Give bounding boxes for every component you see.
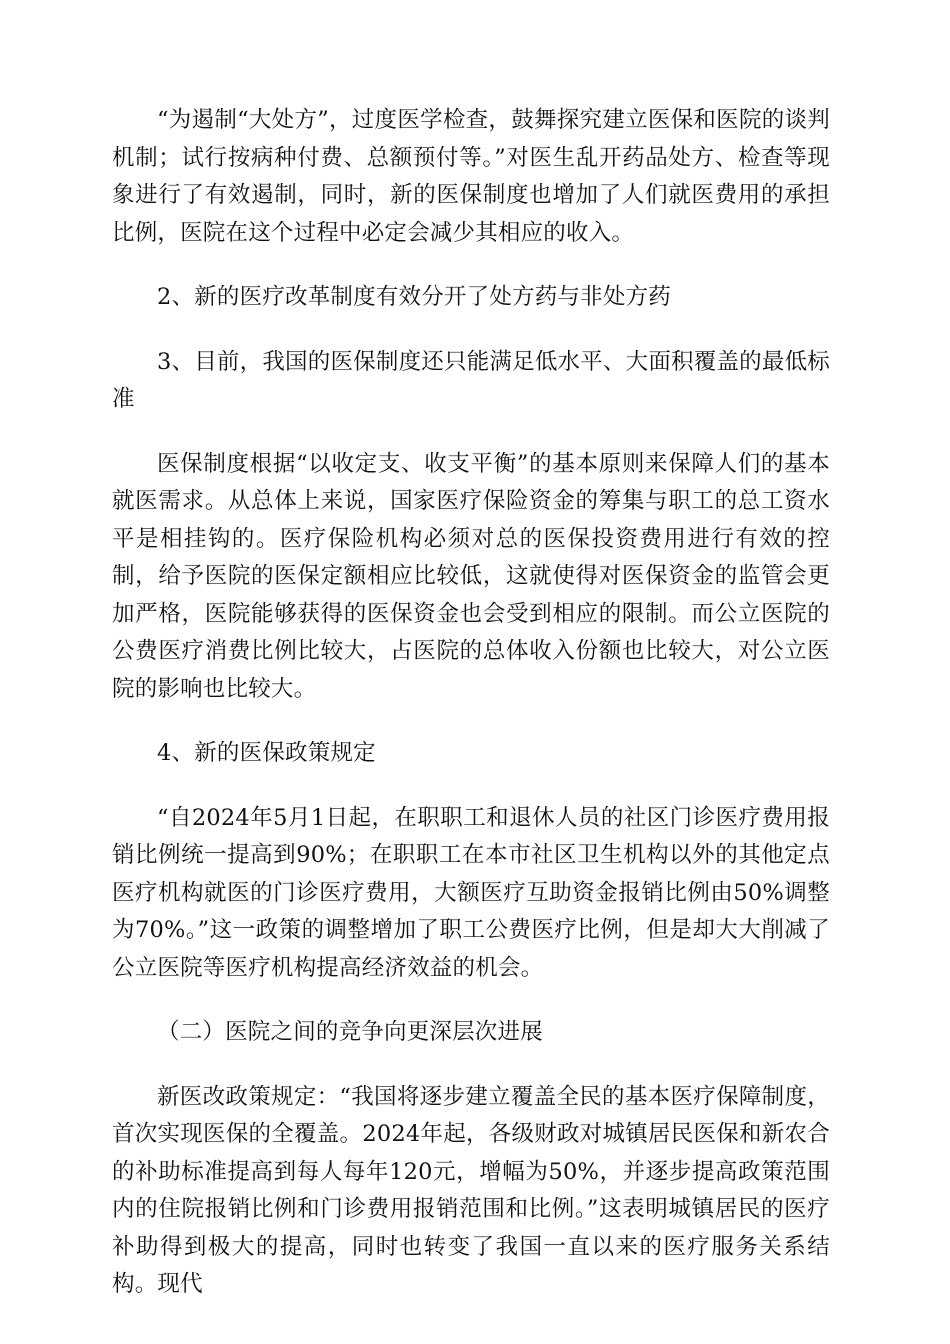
paragraph-point-4: 4、新的医保政策规定 [157, 740, 376, 766]
section-heading-competition: （二）医院之间的竞争向更深层次进展 [157, 1019, 543, 1045]
paragraph-new-reform: 新医改政策规定：“我国将逐步建立覆盖全民的基本医疗保障制度，首次实现医保的全覆盖。2024年起，各级财政对城镇居民医保和新农合的补助标准提高到每人每年120元，增幅为50%，并逐步提高政策范围内的住院报销比例和门诊费用报销范围和比例。”这表明城镇居民的医疗补助得到极大的提高，同时也转变了我国一直以来的医疗服务关系结构。现代 [112, 1083, 830, 1297]
paragraph-gap [112, 708, 830, 735]
paragraph-gap [112, 1052, 830, 1079]
paragraph-gap [112, 317, 830, 344]
paragraph-point-3: 3、目前，我国的医保制度还只能满足低水平、大面积覆盖的最低标准 [112, 348, 830, 412]
paragraph-gap [112, 419, 830, 446]
paragraph-gap [112, 773, 830, 800]
paragraph-policy-quote: “自2024年5月1日起，在职职工和退休人员的社区门诊医疗费用报销比例统一提高到90%；在职职工在本市社区卫生机构以外的其他定点医疗机构就医的门诊医疗费用，大额医疗互助资金报销比例由50%调整为70%。”这一政策的调整增加了职工公费医疗比例，但是却大大削减了公立医院等医疗机构提高经济效益的机会。 [112, 804, 830, 981]
paragraph-gap [112, 252, 830, 279]
paragraph-point-2: 2、新的医疗改革制度有效分开了处方药与非处方药 [157, 284, 671, 310]
paragraph-large-prescription: “为遏制“大处方”，过度医学检查，鼓舞探究建立医保和医院的谈判机制；试行按病种付费、总额预付等。”对医生乱开药品处方、检查等现象进行了有效遏制，同时，新的医保制度也增加了人们就医费用的承担比例，医院在这个过程中必定会减少其相应的收入。 [112, 107, 830, 246]
paragraph-gap [112, 987, 830, 1014]
paragraph-insurance-principle: 医保制度根据“以收定支、收支平衡”的基本原则来保障人们的基本就医需求。从总体上来说，国家医疗保险资金的筹集与职工的总工资水平是相挂钩的。医疗保险机构必须对总的医保投资费用进行有效的控制，给予医院的医保定额相应比较低，这就使得对医保资金的监管会更加严格，医院能够获得的医保资金也会受到相应的限制。而公立医院的公费医疗消费比例比较大，占医院的总体收入份额也比较大，对公立医院的影响也比较大。 [112, 450, 830, 702]
document-body [112, 102, 830, 1304]
